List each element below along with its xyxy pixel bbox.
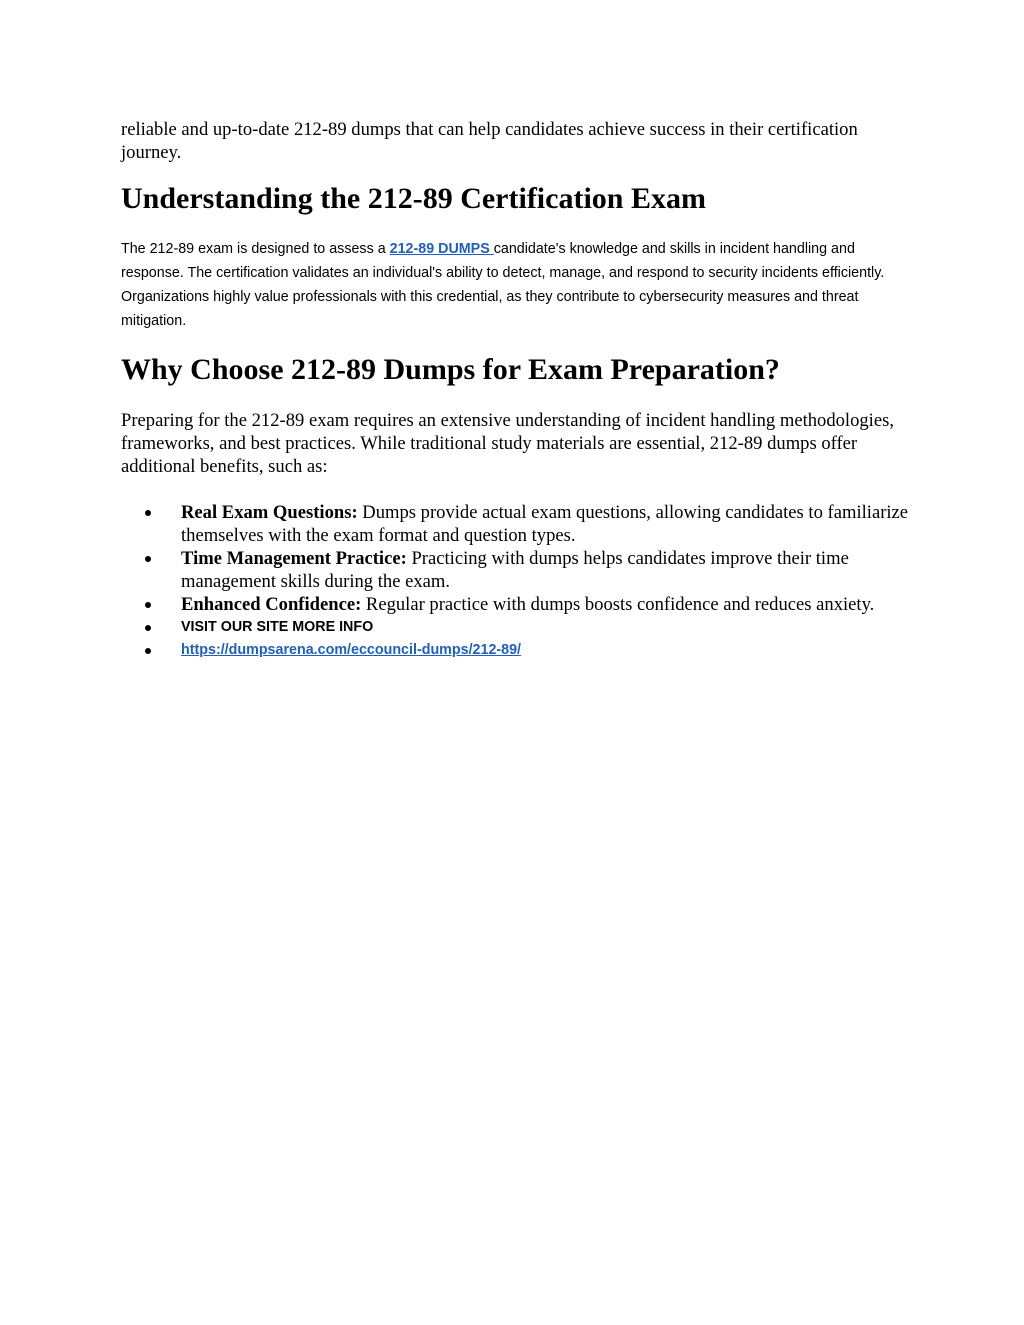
exam-description-text-end: candidate's knowledge and skills in incident handling and response. The certification validates an individual's ability to detect, manage, and respond to security incidents efficiently. Organizations highly value professionals with this credential, as they contribute to cybersecurity measures and threat mitigation. xyxy=(121,241,885,329)
exam-description-paragraph xyxy=(121,237,911,333)
benefit-text: Regular practice with dumps boosts confidence and reduces anxiety. xyxy=(361,594,875,615)
bullet-icon xyxy=(145,510,151,516)
list-item xyxy=(121,593,911,616)
benefit-title: Time Management Practice: xyxy=(181,548,407,569)
bullet-icon xyxy=(145,556,151,562)
document-page xyxy=(121,118,911,662)
list-item xyxy=(121,547,911,593)
preparation-paragraph: Preparing for the 212-89 exam requires an extensive understanding of incident handling methodologies, frameworks, and best practices. While traditional study materials are essential, 212-89 dumps offer additional benefits, such as: xyxy=(121,410,894,477)
intro-paragraph: reliable and up-to-date 212-89 dumps that can help candidates achieve success in their certification journey. xyxy=(121,119,858,163)
bullet-icon xyxy=(145,648,151,654)
benefit-text: Dumps provide actual exam questions, allowing candidates to familiarize themselves with the exam format and question types. xyxy=(181,502,909,546)
dumps-inline-link[interactable]: 212-89 DUMPS xyxy=(389,241,494,257)
list-item xyxy=(121,639,911,662)
benefits-list xyxy=(121,501,911,662)
section-heading-understanding: Understanding the 212-89 Certification Exam xyxy=(121,182,706,215)
list-item xyxy=(121,501,911,547)
section-heading-why-choose: Why Choose 212-89 Dumps for Exam Preparation? xyxy=(121,353,780,386)
benefit-title: Real Exam Questions: xyxy=(181,502,358,523)
benefit-title: Enhanced Confidence: xyxy=(181,594,362,615)
list-item xyxy=(121,616,911,639)
visit-site-label: VISIT OUR SITE MORE INFO xyxy=(181,619,374,635)
bullet-icon xyxy=(145,625,151,631)
benefit-text: Practicing with dumps helps candidates improve their time management skills during the exam. xyxy=(181,548,849,592)
exam-description-text-start: The 212-89 exam is designed to assess a xyxy=(121,241,390,257)
site-url-link[interactable]: https://dumpsarena.com/eccouncil-dumps/212-89/ xyxy=(181,642,522,658)
bullet-icon xyxy=(145,602,151,608)
